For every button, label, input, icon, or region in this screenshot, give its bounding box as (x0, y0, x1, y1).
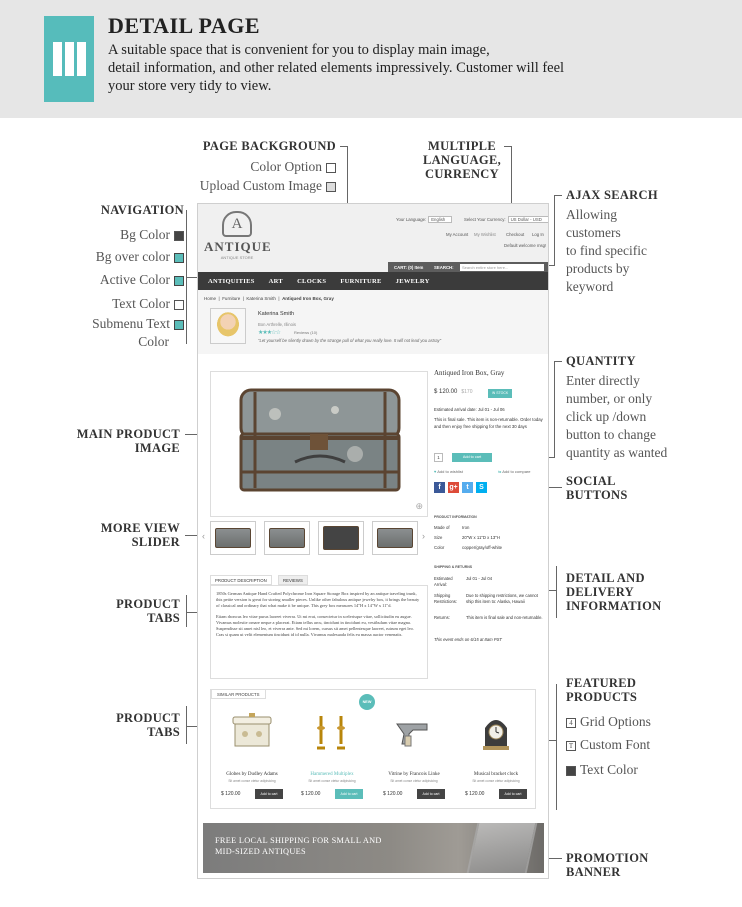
twitter-icon[interactable]: t (462, 482, 473, 493)
image-icon (326, 182, 336, 192)
heart-icon: ♥ (434, 469, 437, 474)
site-header: A ANTIQUE ANTIQUE STORE Your Language: English Select Your Currency: US Dollar - USD My Account My Wishlist Checkout Log In Default welcome msg! CART: (0) Item SEARCH: Search entire store here... (198, 204, 548, 272)
facebook-icon[interactable]: f (434, 482, 445, 493)
thumbnail[interactable] (264, 521, 310, 555)
tab-content: 1850s German Antique Hand Crafted Polychrome Iron Square Storage Box inspired by an antique traveling trunk, this petite version is great for storing smaller pieces. Unlike other fabulous antique jewelry box, it brings the beauty of classical and ordinary that what make it be unique. This grey box measures 14"H x 14"W x 11"d. Etiam rhoncus leo vitae purus laoreet viverra. Ut mi erat, consectetur in scelerisque vitae, sollicitudin eu augue. Vivamus molestie ornare neque a placerat. Etiam tellus arcu, tincidunt in tincidunt eu, vestibulum vitae magna. Suspendisse sit amet nisl leo, et viverra ante. Sed mi lorem, cursus sit amet pellentesque laoreet, rutrum eget leo. Cras si quam ut velit elementum tincidunt id id nulla. Vivamus malesuada felis eu massa auctor venenatis. (210, 585, 428, 679)
promotion-banner[interactable] (203, 823, 544, 873)
wishlist-link[interactable]: ♥ Add to wishlist (434, 469, 463, 474)
annotation-page-background: PAGE BACKGROUND Color Option Upload Custom Image (199, 139, 336, 193)
clock-icon (475, 712, 517, 752)
logo[interactable]: A ANTIQUE ANTIQUE STORE (204, 211, 270, 269)
wishlist-link[interactable]: My Wishlist (474, 232, 496, 237)
site-preview (197, 203, 549, 879)
tab-description[interactable]: PRODUCT DESCRIPTION (210, 575, 272, 585)
review-block: Katerina Smith Bon Arthrelle, Illinois ★★★☆☆ Reviews (10) "Let yourself be silently drawn by the strange pull of what you really love. It will not lead you astray" (210, 308, 540, 348)
color-swatch-icon (174, 231, 184, 241)
annotation-navigation: NAVIGATION Bg Color Bg over color Active Color Text Color Submenu Text Color (92, 203, 184, 349)
product-name: Antiqued Iron Box, Gray (434, 369, 505, 377)
annotation-main-image: MAIN PRODUCT IMAGE (76, 427, 180, 455)
compare-icon: ⇆ (498, 469, 502, 474)
annotation-promotion: PROMOTION BANNER (566, 851, 649, 879)
search-label: SEARCH: (434, 265, 454, 270)
stock-badge: IN STOCK (488, 389, 512, 398)
annotation-product-tabs: PRODUCT TABS (116, 597, 180, 625)
annotation-social: SOCIAL BUTTONS (566, 474, 628, 502)
color-swatch-icon (174, 253, 184, 263)
page-header (0, 0, 742, 118)
product-price: $ 120.00 $170 (434, 389, 473, 395)
add-to-cart-button[interactable]: Add to cart (417, 789, 445, 799)
checkout-link[interactable]: Checkout (506, 232, 525, 237)
thumbnail[interactable] (210, 521, 256, 555)
promotion-text: FREE LOCAL SHIPPING FOR SMALL AND MID-SIZED ANTIQUES (215, 836, 382, 856)
crest-icon: A (222, 211, 252, 237)
product-card[interactable]: Globes by Dudley Adams Sit amet conse ctetur adipisicing $ 120.00 Add to cart (215, 706, 289, 806)
product-card[interactable]: NEW Hammered Multiplex Sit amet conse ctetur adipisicing $ 120.00 Add to cart (295, 706, 369, 806)
language-select[interactable]: English (428, 216, 452, 223)
welcome-message: Default welcome msg! (504, 243, 547, 248)
color-swatch-icon (174, 276, 184, 286)
more-view-slider (202, 521, 428, 557)
new-badge: NEW (359, 694, 375, 710)
nav-item-clocks[interactable]: CLOCKS (297, 277, 327, 285)
avatar (210, 308, 246, 344)
similar-products (210, 689, 536, 809)
candlesticks-icon (311, 712, 353, 752)
font-icon: T (566, 741, 576, 751)
breadcrumb: Home | Furniture | Katerina Smith | Antiqued Iron Box, Gray (204, 296, 334, 301)
product-tabs (210, 575, 428, 679)
tab-reviews[interactable]: REVIEWS (278, 575, 308, 585)
login-link[interactable]: Log In (532, 232, 544, 237)
annotation-similar-tabs: PRODUCT TABS (116, 711, 180, 739)
add-to-cart-button[interactable]: Add to cart (255, 789, 283, 799)
annotation-detail-delivery: DETAIL AND DELIVERY INFORMATION (566, 571, 662, 613)
revolver-icon (393, 712, 435, 752)
page-title: DETAIL PAGE (108, 13, 260, 38)
columns-icon (44, 16, 94, 102)
color-swatch-icon (174, 320, 184, 330)
product-content (198, 354, 548, 879)
main-product-image[interactable] (210, 371, 428, 517)
annotation-featured: FEATURED PRODUCTS 4 Grid Options T Custom Font Text Color (566, 676, 651, 777)
jewelry-box-icon (231, 712, 273, 752)
product-card[interactable]: Musical bracket clock Sit amet conse ctetur adipisicing $ 120.00 Add to cart (459, 706, 533, 806)
quantity-stepper[interactable]: 1 (434, 453, 443, 462)
trunk-image (235, 384, 405, 496)
annotation-multi-language: MULTIPLE LANGUAGE, CURRENCY (422, 139, 502, 181)
grid-icon: 4 (566, 718, 576, 728)
zoom-icon[interactable]: ⊕ (415, 501, 423, 511)
color-swatch-icon (326, 163, 336, 173)
social-buttons (434, 482, 487, 493)
google-plus-icon[interactable]: g+ (449, 484, 458, 491)
add-to-cart-button[interactable]: Add to cart (452, 453, 492, 462)
nav-item-art[interactable]: ART (268, 277, 284, 285)
compare-link[interactable]: ⇆ Add to compare (498, 469, 531, 474)
skype-icon[interactable]: S (476, 482, 487, 493)
color-swatch-icon (566, 766, 576, 776)
rating-stars: ★★★☆☆ (258, 330, 280, 336)
add-to-cart-button[interactable]: Add to cart (499, 789, 527, 799)
product-info: Antiqued Iron Box, Gray $ 120.00 $170 IN STOCK Estimated arrival date: Jul 01 - Jul 06 This is final sale. This item is non-returnable. Order today and then enjoy free shipping for the next 30 days 1 Add to cart ♥ Add to wishlist ⇆ Add to compare f g+ t S PRODUCT INFORMATION Made of Iron Size 20"W x 11"D x 13"H Color copper/gray/off-white SHIPPING & RETURNS Estimated Arrival: Jul 01 - Jul 04 Shipping Restrictions: Due to shipping restrictions, we cannot ship this item to: Alaska, Hawaii Returns: This item is final sale and non-returnable. This event ends on 6/15 at 8am PST (434, 369, 543, 642)
page-description: A suitable space that is convenient for you to display main image, detail information, and other related elements impressively. Customer will feel your store very tidy to view. (108, 42, 565, 94)
nav-item-furniture[interactable]: FURNITURE (340, 277, 382, 285)
color-swatch-icon (174, 300, 184, 310)
product-card[interactable]: Vitrine by Francois Linke Sit amet conse ctetur adipisicing $ 120.00 Add to cart (377, 706, 451, 806)
account-link[interactable]: My Account (446, 232, 469, 237)
annotation-ajax-search: AJAX SEARCH Allowing customers to find specific products by keyword (566, 188, 658, 294)
banner-image (465, 823, 540, 873)
tab-similar-products[interactable]: SIMILAR PRODUCTS (211, 689, 266, 699)
add-to-cart-button[interactable]: Add to cart (335, 789, 363, 799)
currency-select[interactable]: US Dollar - USD (508, 216, 549, 223)
annotation-more-view: MORE VIEW SLIDER (100, 521, 180, 549)
cart-link[interactable]: CART: (0) Item (394, 265, 424, 270)
chevron-right-icon[interactable]: › (422, 531, 425, 541)
thumbnail[interactable] (372, 521, 418, 555)
nav-item-antiquities[interactable]: ANTIQUITIES (208, 277, 255, 285)
nav-item-jewelry[interactable]: JEWELRY (395, 277, 430, 285)
chevron-left-icon[interactable]: ‹ (202, 531, 205, 541)
main-nav (198, 272, 548, 290)
thumbnail[interactable] (318, 521, 364, 555)
search-input[interactable]: Search entire store here... (460, 264, 544, 271)
annotation-quantity: QUANTITY Enter directly number, or only click up /down button to change quantity as wanted (566, 354, 668, 460)
